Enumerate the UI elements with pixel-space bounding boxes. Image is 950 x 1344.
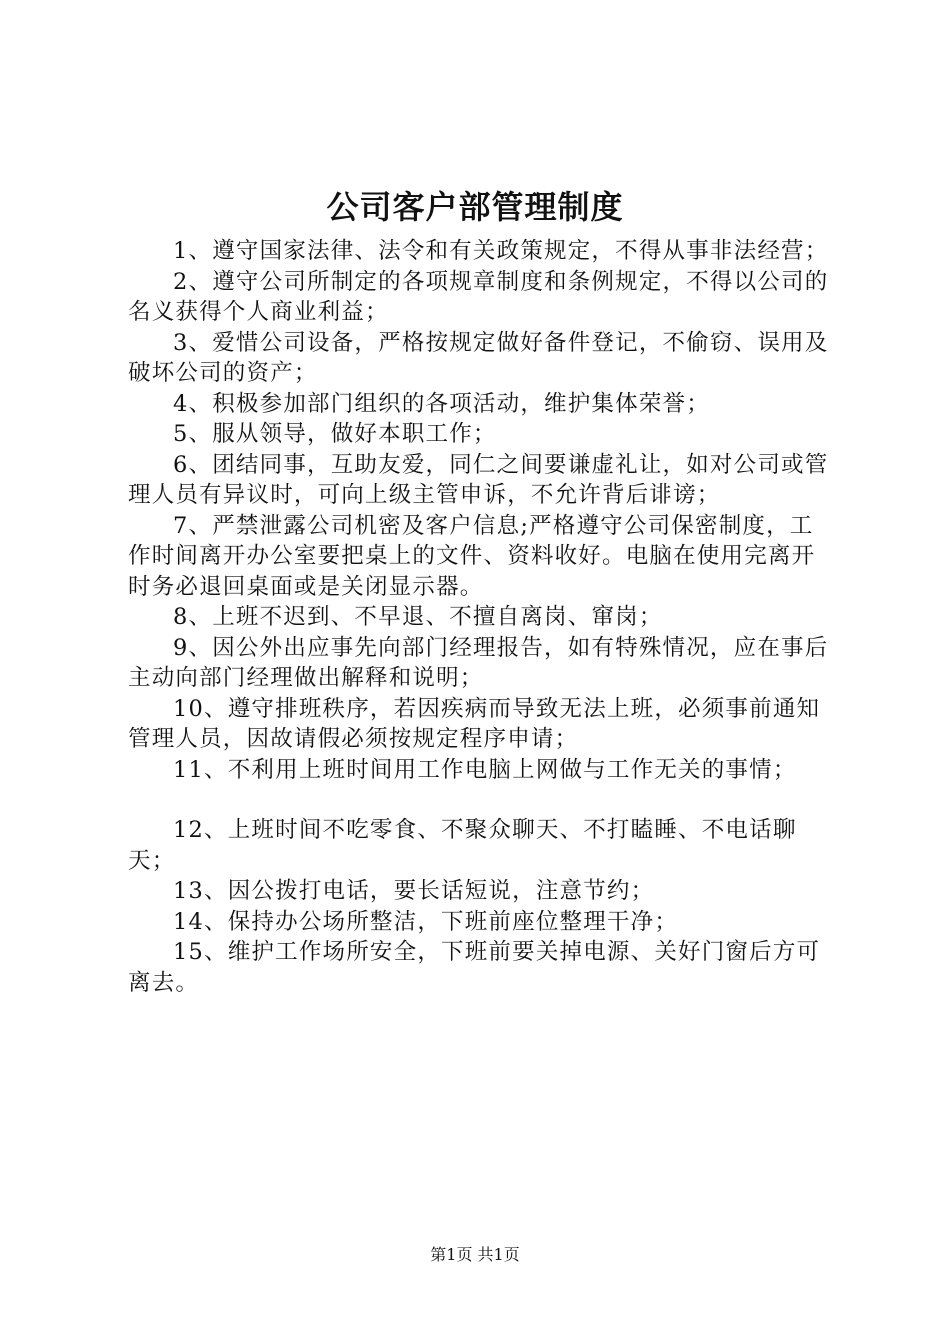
rule-paragraph-3: 3、爱惜公司设备，严格按规定做好备件登记，不偷窃、误用及破坏公司的资产； xyxy=(128,329,829,386)
rule-paragraph-15: 15、维护工作场所安全，下班前要关掉电源、关好门窗后方可离去。 xyxy=(128,939,821,996)
rule-paragraph-7: 7、严禁泄露公司机密及客户信息;严格遵守公司保密制度，工作时间离开办公室要把桌上的文件、资料收好。电脑在使用完离开时务必退回桌面或是关闭显示器。 xyxy=(128,512,816,600)
rule-paragraph-8: 8、上班不迟到、不早退、不擅自离岗、窜岗； xyxy=(173,604,663,630)
rule-paragraph-14: 14、保持办公场所整洁，下班前座位整理干净； xyxy=(173,908,679,935)
rule-paragraph-11: 11、不利用上班时间用工作电脑上网做与工作无关的事情； xyxy=(173,756,797,783)
document-body xyxy=(128,236,834,998)
rule-paragraph-13: 13、因公拨打电话，要长话短说，注意节约； xyxy=(173,878,655,904)
rule-paragraph-6: 6、团结同事，互助友爱，同仁之间要谦虚礼让，如对公司或管理人员有异议时，可向上级主管申诉，不允许背后诽谤； xyxy=(128,451,829,508)
rule-paragraph-12: 12、上班时间不吃零食、不聚众聊天、不打瞌睡、不电话聊天； xyxy=(128,817,797,874)
page-footer: 第1页 共1页 xyxy=(430,1245,520,1264)
page-title: 公司客户部管理制度 xyxy=(326,188,624,226)
rule-paragraph-4: 4、积极参加部门组织的各项活动，维护集体荣誉； xyxy=(173,390,710,417)
rule-paragraph-5: 5、服从领导，做好本职工作； xyxy=(173,421,497,447)
rule-paragraph-10: 10、遵守排班秩序，若因疾病而导致无法上班，必须事前通知管理人员，因故请假必须按规定程序申请； xyxy=(128,695,821,752)
rule-paragraph-1: 1、遵守国家法律、法令和有关政策规定，不得从事非法经营； xyxy=(173,238,829,264)
rule-paragraph-9: 9、因公外出应事先向部门经理报告，如有特殊情况，应在事后主动向部门经理做出解释和说明； xyxy=(128,634,829,691)
rule-paragraph-2: 2、遵守公司所制定的各项规章制度和条例规定，不得以公司的名义获得个人商业利益； xyxy=(128,268,829,325)
